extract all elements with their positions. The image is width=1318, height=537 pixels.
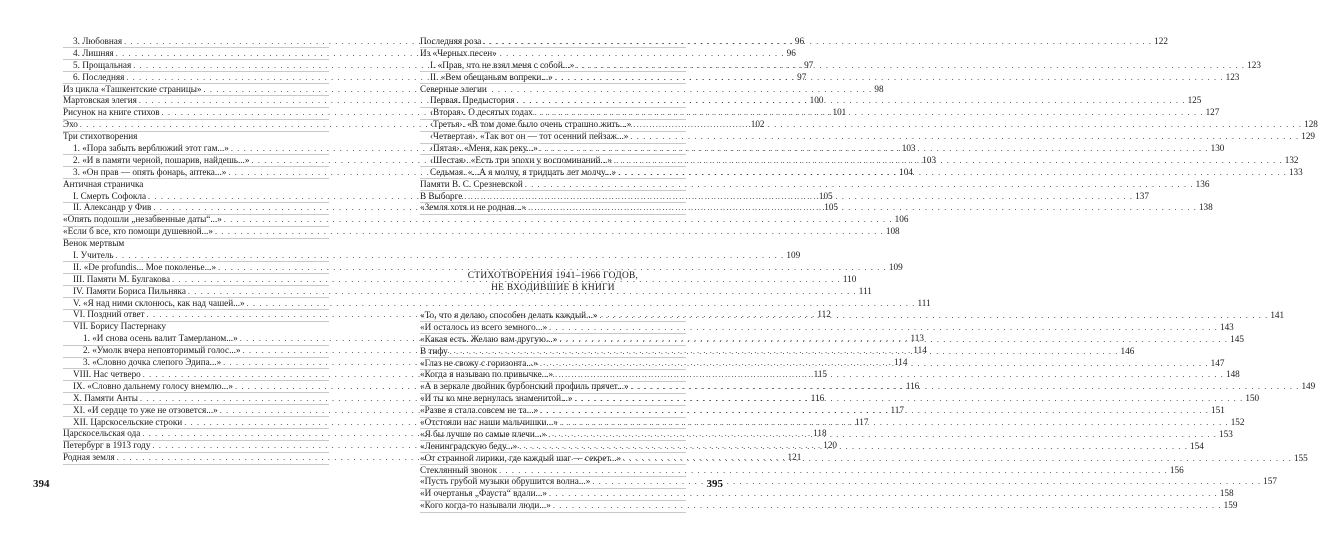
toc-entry-title: «Если б все, кто помощи душевной...»: [63, 226, 214, 237]
toc-entry-page: 121: [787, 452, 802, 463]
toc-entry-title: Памяти В. С. Срезневской: [420, 178, 523, 189]
dot-leader: [499, 465, 1168, 477]
toc-entry-title: I. Учитель: [73, 250, 114, 261]
toc-entry-title: «И очертанья „Фауста“ вдали...»: [420, 488, 548, 499]
dot-leader: [525, 179, 1194, 191]
section-heading-line2: НЕ ВХОДИВШИЕ В КНИГИ: [491, 282, 615, 293]
toc-entry-title: IX. «Словно дальнему голосу внемлю...»: [73, 380, 233, 391]
toc-entry-title: «От странной лирики, где каждый шаг — секрет...»: [420, 452, 622, 463]
toc-entry-title: Царскосельская ода: [63, 428, 141, 439]
dot-leader: [600, 310, 1269, 322]
toc-entry-page: 116: [810, 392, 825, 403]
dot-leader: [559, 334, 1228, 346]
toc-entry-title: Петербург в 1913 году: [63, 440, 151, 451]
dot-leader: [555, 369, 1224, 381]
toc-entry-page: 129: [1301, 131, 1315, 142]
toc-entry-page: 112: [817, 309, 831, 320]
toc-entry-page: 157: [1263, 476, 1277, 487]
toc-entry: [63, 321, 329, 333]
toc-entry-page: 102: [750, 119, 765, 130]
toc-entry-page: 100: [809, 95, 824, 106]
toc-entry-page: 97: [804, 59, 814, 70]
dot-leader: [614, 155, 1283, 167]
toc-entry-page: 114: [913, 345, 927, 356]
dot-leader: [450, 346, 1119, 358]
toc-entry-title: IV. Памяти Бориса Пильняка: [73, 285, 186, 296]
dot-leader: [618, 167, 1287, 179]
toc-entry-title: Рисунок на книге стихов: [63, 107, 160, 118]
toc-entry-title: «Опять подошли „незабвенные даты“...»: [63, 214, 222, 225]
section-heading: [420, 271, 686, 294]
toc-entry-title: «И ты ко мне вернулась знаменитой...»: [420, 393, 573, 404]
toc-entry-title: XI. «И сердце то уже не отзовется...»: [73, 404, 218, 415]
toc-entry-page: 98: [874, 83, 884, 94]
dot-leader: [553, 500, 1222, 512]
toc-entry-page: 101: [832, 107, 847, 118]
toc-entry-title: «А в зеркале двойник бурбонский профиль прячет...»: [420, 381, 629, 392]
toc-entry-title: «Отстояли нас наши мальчишки...»: [420, 417, 558, 428]
dot-leader: [517, 95, 1186, 107]
toc-entry-title: 4. Лишняя: [73, 47, 114, 58]
toc-entry-title: Из «Черных песен»: [420, 47, 497, 58]
dot-leader: [540, 143, 1209, 155]
toc-entry-page: 141: [1270, 310, 1285, 320]
dot-leader: [535, 107, 1204, 119]
toc-entry-page: 128: [1304, 119, 1318, 130]
dot-leader: [575, 393, 1244, 405]
toc-entry-title: «Какая есть. Желаю вам другую...»: [420, 333, 558, 344]
dot-leader: [555, 72, 1224, 84]
toc-entry-page: 122: [1154, 36, 1168, 46]
toc-entry-title: Северные элегии: [420, 83, 487, 94]
toc-entry: [420, 321, 1234, 334]
toc-entry-page: 103: [901, 143, 916, 154]
toc-entry-page: 113: [910, 333, 924, 344]
toc-entry: [420, 464, 1184, 477]
toc-entry-page: 143: [1219, 321, 1234, 332]
toc-entry-title: 3. «Словно дочка слепого Эдипа...»: [83, 357, 222, 368]
toc-entry-title: II. «Вем обещаньям вопреки...»: [430, 71, 553, 82]
toc-entry-title: «Земля хотя и не родная...»: [420, 202, 527, 213]
toc-entry-page: 138: [1198, 202, 1213, 213]
toc-entry-page: 158: [1219, 488, 1234, 499]
toc-entry-page: 123: [1247, 59, 1261, 70]
toc-entry-page: 111: [858, 285, 872, 296]
toc-entry-title: II. Александр у Фив: [73, 202, 152, 213]
toc-entry-title: 6. Последняя: [73, 71, 125, 82]
toc-entry-page: 104: [899, 166, 913, 177]
toc-entry-page: 103: [922, 154, 937, 165]
toc-entry-title: VIII. Нас четверо: [73, 368, 141, 379]
toc-entry-page: 105: [818, 190, 833, 201]
toc-entry-title: 3. Любовная: [73, 36, 123, 46]
dot-leader: [548, 429, 1217, 441]
toc-entry-page: 120: [823, 440, 838, 451]
toc-entry-page: 125: [1187, 95, 1202, 106]
toc-entry-page: 154: [1190, 440, 1204, 451]
toc-entry-page: 148: [1225, 369, 1240, 380]
toc-entry-title: «И осталось из всего земного...»: [420, 321, 548, 332]
dot-leader: [592, 476, 1261, 488]
toc-entry-page: 105: [824, 202, 838, 213]
dot-leader: [540, 358, 1209, 370]
toc-entry: [63, 261, 903, 274]
toc-entry-title: II. «De profundis... Мое поколенье...»: [73, 261, 217, 272]
dot-leader: [549, 488, 1218, 500]
dot-leader: [464, 191, 1133, 203]
toc-entry-title: Из цикла «Ташкентские страницы»: [63, 83, 202, 94]
toc-entry-title: 1. «Пора забыть верблюжий этот гам...»: [73, 143, 229, 154]
toc-entry-page: 116: [905, 380, 920, 391]
toc-entry-title: «Я бы лучше по самые плечи...»: [420, 428, 547, 439]
toc-entry-title: X. Памяти Анты: [73, 392, 138, 403]
toc-entry-title: Античная страничка: [63, 178, 144, 189]
section-heading-line1: СТИХОТВОРЕНИЯ 1941–1966 ГОДОВ,: [467, 271, 639, 281]
toc-entry-page: 145: [1230, 333, 1244, 344]
toc-entry-title: «Глаз не свожу с горизонта...»: [420, 357, 538, 368]
toc-entry-title: 1. «И снова осень валит Тамерланом...»: [83, 333, 238, 344]
page-number-left: 394: [33, 478, 50, 490]
toc-entry-page: 151: [1211, 405, 1225, 416]
toc-entry-title: ‹Вторая›. О десятых годах: [430, 107, 533, 118]
toc-entry-page: 127: [1205, 107, 1220, 118]
toc-entry-page: 150: [1245, 393, 1260, 404]
toc-entry: [63, 297, 931, 310]
toc-entry-title: ‹Шестая›. «Есть три эпохи у воспоминаний...»: [430, 154, 612, 165]
dot-leader: [631, 381, 1300, 393]
toc-entry: [63, 214, 909, 226]
dot-leader: [528, 202, 1197, 214]
dot-leader: [630, 131, 1299, 143]
dot-leader: [623, 453, 1292, 465]
toc-entry: [420, 84, 686, 96]
toc-entry-page: 108: [885, 226, 900, 237]
toc-entry-page: 115: [813, 368, 828, 379]
toc-entry-page: 123: [1225, 71, 1240, 82]
toc-entry: [420, 500, 1238, 512]
toc-entry-page: 117: [890, 404, 904, 415]
page-number-right: 395: [706, 478, 723, 490]
toc-entry: [63, 226, 900, 238]
toc-entry-page: 96: [794, 36, 805, 46]
toc-entry: [63, 238, 329, 250]
dot-leader: [483, 36, 1152, 48]
toc-entry: [420, 48, 686, 60]
toc-entry-title: «Кого когда-то называли люди...»: [420, 500, 551, 511]
toc-entry-page: 137: [1135, 190, 1149, 201]
toc-entry-title: 2. «И в памяти черной, пошарив, найдешь...»: [73, 154, 250, 165]
toc-entry-page: 96: [786, 47, 796, 58]
toc-entry-title: «Разве я стала совсем не та...»: [420, 405, 539, 416]
toc-entry-page: 153: [1219, 428, 1233, 439]
toc-entry-title: Мартовская элегия: [63, 95, 137, 106]
toc-entry-title: ‹Пятая›. «Меня, как реку...»: [430, 143, 538, 154]
toc-entry-title: «То, что я делаю, способен делать каждый...»: [420, 310, 598, 320]
toc-entry-page: 147: [1210, 357, 1225, 368]
toc-entry-page: 130: [1210, 143, 1225, 154]
toc-entry-page: 136: [1195, 178, 1210, 189]
toc-entry: [63, 131, 329, 143]
toc-entry-page: 111: [917, 297, 931, 308]
toc-entry-title: III. Памяти М. Булгакова: [73, 273, 171, 284]
toc-entry-title: «Пусть грубой музыки обрушится волна...»: [420, 476, 591, 487]
toc-entry-title: 2. «Умолк вчера неповторимый голос...»: [83, 345, 241, 356]
toc-entry-title: ‹Четвертая›. «Так вот он — тот осенний пейзаж...»: [430, 131, 629, 142]
toc-entry-title: Три стихотворения: [63, 131, 138, 142]
toc-entry-page: 97: [797, 71, 807, 82]
toc-entry-page: 146: [1120, 345, 1135, 356]
toc-entry-title: I. «Прав, что не взял меня с собой...»: [430, 59, 575, 70]
toc-entry: [63, 179, 329, 191]
toc-entry-title: V. «Я над ними склонюсь, как над чашей...»: [73, 297, 245, 308]
dot-leader: [633, 119, 1302, 131]
toc-entry-page: 114: [893, 357, 908, 368]
toc-entry-page: 109: [888, 261, 903, 272]
toc-entry-title: В тифу: [420, 345, 448, 356]
dot-leader: [560, 417, 1229, 429]
toc-entry-title: Первая. Предыстория: [430, 95, 515, 106]
toc-entry-page: 156: [1169, 464, 1184, 475]
toc-entry-title: XII. Царскосельские строки: [73, 416, 183, 427]
toc-entry: [420, 131, 1315, 143]
toc-entry-page: 117: [855, 416, 869, 427]
dot-leader: [549, 322, 1218, 334]
toc-entry-title: VI. Поздний ответ: [73, 309, 145, 320]
toc-entry-title: 3. «Он прав — опять фонарь, аптека...»: [73, 166, 227, 177]
toc-entry-page: 132: [1284, 154, 1299, 165]
toc-entry-title: «Ленинградскую беду...»: [420, 440, 518, 451]
toc-entry-page: 155: [1293, 452, 1308, 463]
toc-entry-title: ‹Третья›. «В том доме было очень страшно жить...»: [430, 119, 632, 130]
toc-entry-page: 152: [1230, 417, 1245, 428]
dot-leader: [540, 405, 1209, 417]
toc-entry-title: «Когда я называю по привычке...»: [420, 369, 554, 380]
toc-entry-title: VII. Борису Пастернаку: [73, 321, 166, 332]
toc-entry-page: 159: [1223, 500, 1238, 511]
toc-entry-title: В Выборге: [420, 190, 463, 201]
toc-entry: [63, 250, 801, 262]
toc-entry: [420, 178, 1210, 191]
dot-leader: [576, 60, 1245, 72]
toc-entry-page: 149: [1301, 381, 1316, 392]
toc-entry-page: 106: [894, 214, 909, 225]
toc-entry: [420, 488, 1234, 500]
toc-entry-title: Родная земля: [63, 452, 115, 463]
toc-entry-page: 109: [786, 250, 801, 261]
toc-entry-page: 110: [842, 273, 857, 284]
toc-entry-page: 133: [1288, 166, 1303, 177]
toc-entry-title: Эхо: [63, 119, 78, 130]
toc-entry-title: Стеклянный звонок: [420, 464, 498, 475]
toc-entry-title: I. Смерть Софокла: [73, 190, 147, 201]
toc-entry-title: Последняя роза: [420, 36, 482, 46]
toc-entry-title: 5. Прощальная: [73, 59, 132, 70]
dot-leader: [519, 441, 1188, 453]
toc-entry-title: Венок мертвым: [63, 238, 125, 249]
toc-entry-title: Седьмая. «...А я молчу, я тридцать лет молчу...»: [430, 166, 617, 177]
toc-entry-page: 118: [813, 428, 827, 439]
